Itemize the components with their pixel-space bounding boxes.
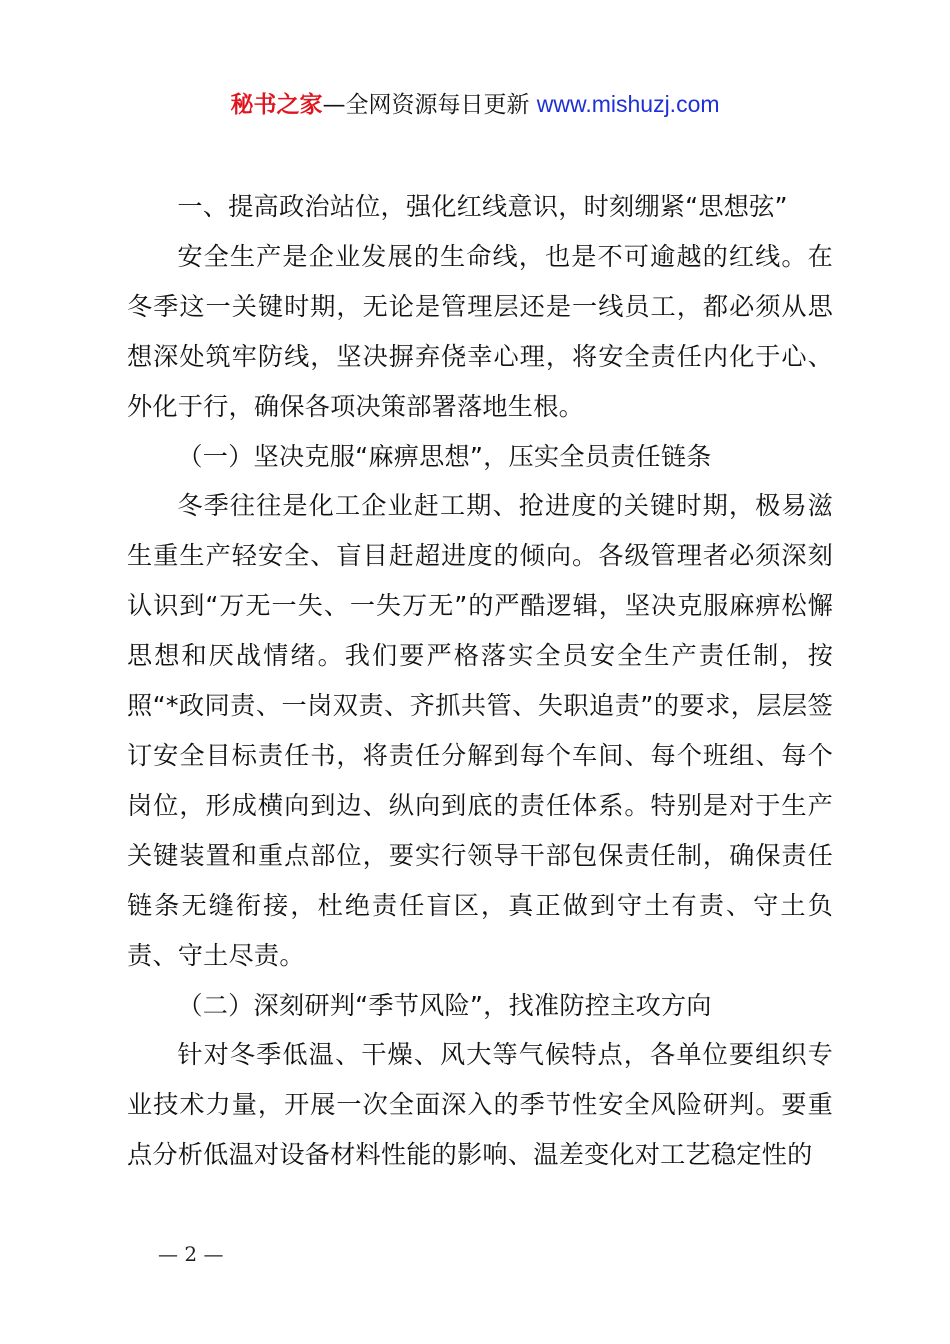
site-header — [0, 86, 950, 123]
document-body — [127, 182, 833, 1180]
subsection-heading: （一）坚决克服“麻痹思想”，压实全员责任链条 — [177, 441, 712, 471]
section-heading: 一、提高政治站位，强化红线意识，时刻绷紧“思想弦” — [177, 192, 788, 221]
paragraph: 安全生产是企业发展的生命线，也是不可逾越的红线。在冬季这一关键时期，无论是管理层还是一线员工，都必须从思想深处筑牢防线，坚决摒弃侥幸心理，将安全责任内化于心、外化于行，确保各项决策部署落地生根。 — [127, 241, 833, 421]
paragraph: 针对冬季低温、干燥、风大等气候特点，各单位要组织专业技术力量，开展一次全面深入的季节性安全风险研判。要重点分析低温对设备材料性能的影响、温差变化对工艺稳定性的 — [127, 1040, 833, 1170]
site-tagline: —全网资源每日更新 — [322, 92, 537, 118]
page-number: — 2 — — [158, 1242, 224, 1266]
subsection-heading: （二）深刻研判“季节风险”，找准防控主攻方向 — [177, 990, 712, 1020]
site-url-link[interactable]: www.mishuzj.com — [536, 91, 720, 117]
site-brand: 秘书之家 — [230, 92, 323, 118]
paragraph: 冬季往往是化工企业赶工期、抢进度的关键时期，极易滋生重生产轻安全、盲目赶超进度的倾向。各级管理者必须深刻认识到“万无一失、一失万无”的严酷逻辑，坚决克服麻痹松懈思想和厌战情绪。我们要严格落实全员安全生产责任制，按照“*政同责、一岗双责、齐抓共管、失职追责”的要求，层层签订安全目标责任书，将责任分解到每个车间、每个班组、每个岗位，形成横向到边、纵向到底的责任体系。特别是对于生产关键装置和重点部位，要实行领导干部包保责任制，确保责任链条无缝衔接，杜绝责任盲区，真正做到守土有责、守土负责、守土尽责。 — [127, 491, 833, 970]
